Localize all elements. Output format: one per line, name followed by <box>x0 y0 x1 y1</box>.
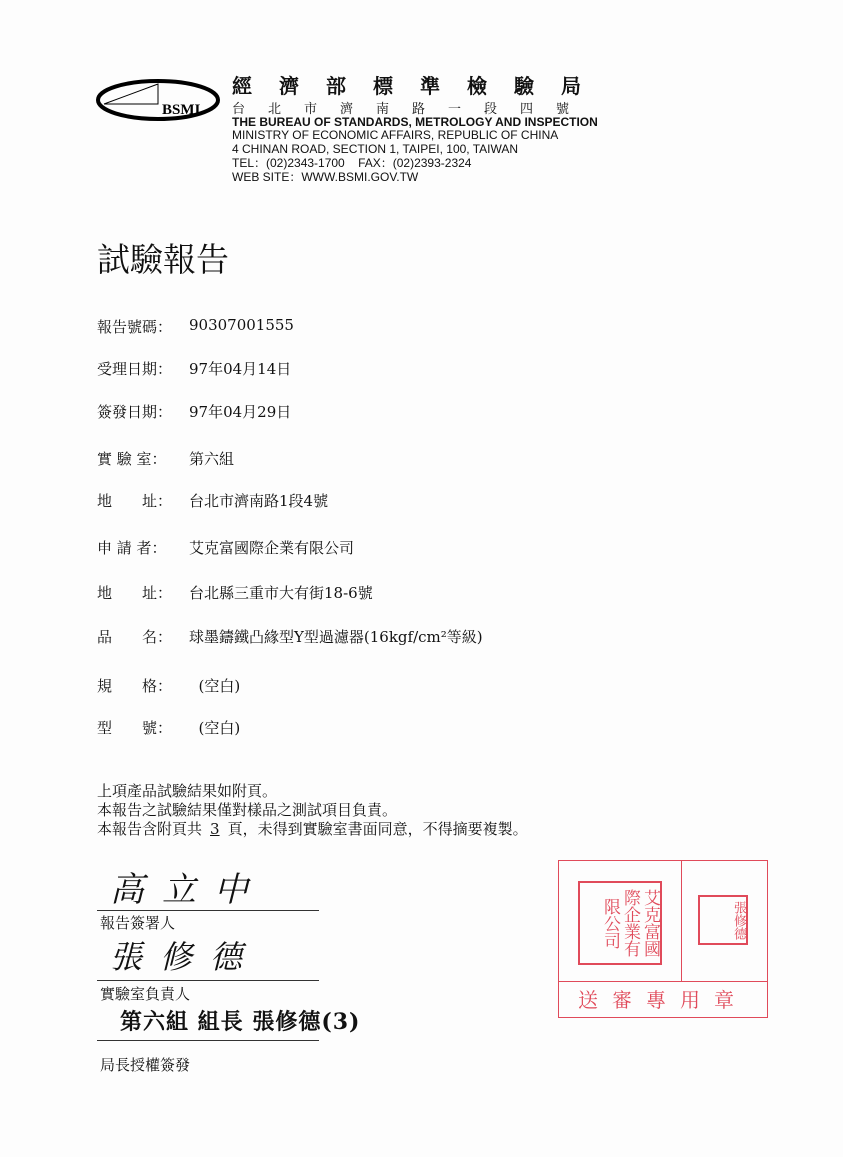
field-label: 型 號： <box>97 719 173 737</box>
field-value: 球墨鑄鐵凸緣型Y型過濾器(16kgf/cm²等級) <box>189 628 483 646</box>
note-1: 上項產品試驗結果如附頁。 <box>97 782 278 800</box>
field-label: 地 址： <box>97 584 173 602</box>
ministry-en: MINISTRY OF ECONOMIC AFFAIRS, REPUBLIC OF CHINA <box>232 128 559 142</box>
field-row <box>97 448 234 469</box>
field-value: 第六組 <box>189 450 235 468</box>
field-value: 97年04月29日 <box>189 403 292 421</box>
field-label: 實 驗 室： <box>97 450 167 468</box>
field-value: (空白) <box>189 719 241 737</box>
field-label: 簽發日期： <box>97 403 173 421</box>
field-row <box>97 675 240 696</box>
signer-role-3: 局長授權簽發 <box>100 1056 191 1074</box>
address-en: 4 CHINAN ROAD, SECTION 1, TAIPEI, 100, TAIWAN <box>232 142 519 156</box>
field-row <box>97 537 354 558</box>
page-count: 3 <box>210 820 220 838</box>
bureau-address-zh: 台北市濟南路一段四號 <box>232 102 593 117</box>
note-3: 本報告含附頁共 3 頁，未得到實驗室書面同意，不得摘要複製。 <box>97 820 528 838</box>
field-row <box>97 316 294 337</box>
signature-1: 高立中 <box>110 870 266 910</box>
field-label: 申 請 者： <box>97 539 167 557</box>
notes <box>97 782 528 839</box>
field-value: 艾克富國際企業有限公司 <box>189 539 355 557</box>
field-row <box>97 717 240 738</box>
personal-seal: 張修德 <box>698 895 748 945</box>
stamp-caption: 送審專用章 <box>578 988 748 1012</box>
signer-role-2: 實驗室負責人 <box>100 985 191 1003</box>
signature-2: 張修德 <box>110 938 261 976</box>
field-row <box>97 358 291 379</box>
website: WEB SITE：WWW.BSMI.GOV.TW <box>232 170 419 184</box>
field-row <box>97 582 373 603</box>
field-value: 台北市濟南路1段4號 <box>189 492 329 510</box>
company-seal: 艾克富國際企業有限公司 <box>578 881 662 965</box>
page-title: 試驗報告 <box>97 240 229 279</box>
bureau-name-zh: 經濟部標準檢驗局 <box>232 74 608 98</box>
field-value: (空白) <box>189 677 241 695</box>
field-label: 品 名： <box>97 628 173 646</box>
review-stamp <box>558 860 768 1018</box>
field-row <box>97 626 483 647</box>
field-label: 受理日期： <box>97 360 173 378</box>
field-label: 報告號碼： <box>97 318 173 336</box>
field-label: 規 格： <box>97 677 173 695</box>
divider <box>97 910 319 911</box>
divider <box>97 1040 319 1041</box>
signature-stamp-3: 第六組 組長 張修德(3) <box>120 1009 361 1035</box>
field-label: 地 址： <box>97 492 173 510</box>
signer-role-1: 報告簽署人 <box>100 914 176 932</box>
field-value: 台北縣三重市大有街18-6號 <box>189 584 373 602</box>
svg-text:BSMI: BSMI <box>162 102 201 118</box>
tel-fax: TEL：(02)2343-1700 FAX：(02)2393-2324 <box>232 156 472 170</box>
bsmi-logo <box>96 76 226 126</box>
field-row <box>97 490 328 511</box>
divider <box>97 980 319 981</box>
field-value: 90307001555 <box>189 316 294 334</box>
note-2: 本報告之試驗結果僅對樣品之測試項目負責。 <box>97 801 398 819</box>
bureau-name-en: THE BUREAU OF STANDARDS, METROLOGY AND INSPECTION <box>232 115 598 129</box>
field-value: 97年04月14日 <box>189 360 292 378</box>
field-row <box>97 401 291 422</box>
